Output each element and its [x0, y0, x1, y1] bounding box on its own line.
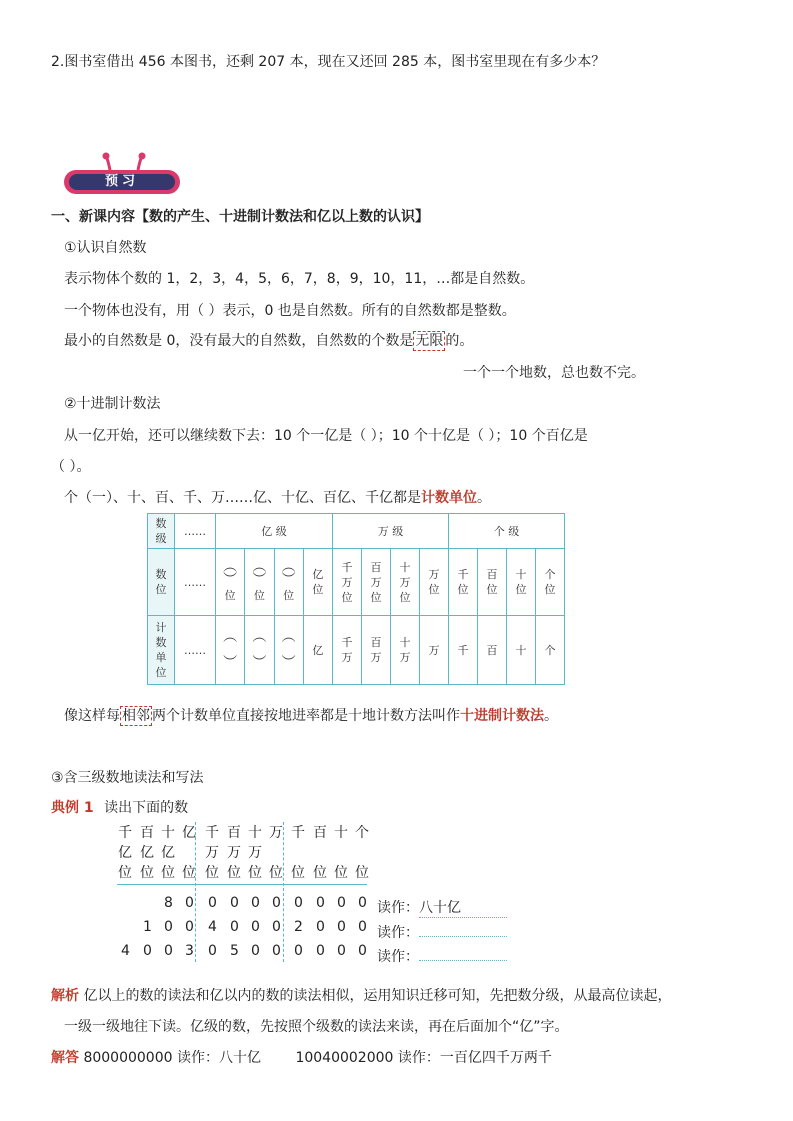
p2-line1b: （ ）。	[51, 459, 91, 475]
digit-cell: 0	[272, 943, 281, 959]
digit-cell: 0	[208, 895, 217, 911]
digit-cell: 1	[143, 919, 152, 935]
digit-cell: 0	[164, 943, 173, 959]
place-header-cell: 位	[140, 865, 154, 881]
infinite-highlight: 无限	[415, 333, 444, 349]
digit-cell: 0	[358, 895, 367, 911]
place-header-cell: 万	[269, 825, 283, 841]
place-header-cell: 亿	[161, 845, 175, 861]
place-header-cell: 亿	[118, 845, 132, 861]
digit-cell: 0	[272, 895, 281, 911]
adjacent-highlight: 相邻	[122, 708, 150, 724]
digit-cell: 0	[358, 919, 367, 935]
place-header-cell: 百	[140, 825, 154, 841]
digit-cell: 3	[185, 943, 194, 959]
answer: 解答 8000000000 读作：八十亿 10040002000 读作：一百亿四千万两千	[51, 1050, 552, 1066]
digit-cell: 0	[251, 919, 260, 935]
read-line-3: 读作：	[377, 946, 507, 966]
p1-title: ①认识自然数	[64, 240, 147, 256]
place-header-cell: 位	[334, 865, 348, 881]
digit-cell: 0	[230, 919, 239, 935]
digit-cell: 0	[251, 895, 260, 911]
read-line-2: 读作：	[377, 922, 507, 942]
digit-cell: 0	[337, 919, 346, 935]
place-header-cell: 位	[291, 865, 305, 881]
question-2: 2.图书室借出 456 本图书，还剩 207 本，现在又还回 285 本，图书室里现在有多少本？	[51, 54, 606, 70]
preview-badge	[64, 166, 180, 194]
place-header-cell: 亿	[182, 825, 196, 841]
digit-cell: 0	[185, 895, 194, 911]
digit-cell: 5	[230, 943, 239, 959]
place-header-cell: 位	[269, 865, 283, 881]
p1-line1: 表示物体个数的 1，2，3，4，5，6，7，8，9，10，11，…都是自然数。	[64, 271, 535, 287]
analysis-line2: 一级一级地往下读。亿级的数，先按照个级数的读法来读，再在后面加个“亿”字。	[64, 1019, 569, 1035]
p3-title: ③含三级数地读法和写法	[51, 770, 204, 786]
place-header-cell: 千	[205, 825, 219, 841]
place-header-cell: 万	[248, 845, 262, 861]
place-header-cell: 位	[355, 865, 369, 881]
digit-cell: 0	[143, 943, 152, 959]
place-header-cell: 万	[227, 845, 241, 861]
place-header-cell: 十	[334, 825, 348, 841]
digit-cell: 0	[316, 943, 325, 959]
place-header-cell: 十	[248, 825, 262, 841]
digit-cell: 0	[337, 895, 346, 911]
p1-line2: 一个物体也没有，用（ ）表示，0 也是自然数。所有的自然数都是整数。	[64, 303, 516, 319]
digit-cell: 0	[230, 895, 239, 911]
p1-note: 一个一个地数，总也数不完。	[463, 365, 645, 381]
badge-label: 预习	[69, 174, 175, 190]
p1-line3: 最小的自然数是 0，没有最大的自然数，自然数的个数是 无限 的。	[64, 333, 474, 349]
digit-cell: 4	[208, 919, 217, 935]
place-header-cell: 位	[248, 865, 262, 881]
digit-cell: 2	[294, 919, 303, 935]
digit-cell: 0	[316, 895, 325, 911]
digit-cell: 0	[251, 943, 260, 959]
p2-title: ②十进制计数法	[64, 396, 161, 412]
place-header-cell: 亿	[140, 845, 154, 861]
digit-cell: 0	[294, 895, 303, 911]
p2-line2: 个（一）、十、百、千、万……亿、十亿、百亿、千亿都是计数单位。	[64, 490, 491, 506]
digit-cell: 4	[121, 943, 130, 959]
place-header-cell: 十	[161, 825, 175, 841]
level-wan: 万 级	[333, 514, 449, 549]
place-header-cell: 位	[205, 865, 219, 881]
place-header-cell: 位	[118, 865, 132, 881]
digit-cell: 0	[185, 919, 194, 935]
digit-cell: 8	[164, 895, 173, 911]
place-header-cell: 百	[313, 825, 327, 841]
place-header-cell: 千	[291, 825, 305, 841]
section-heading: 一、新课内容【数的产生、十进制计数法和亿以上数的认识】	[51, 209, 429, 225]
digit-cell: 0	[272, 919, 281, 935]
digit-cell: 0	[164, 919, 173, 935]
level-yi: 亿 级	[216, 514, 333, 549]
digit-cell: 0	[337, 943, 346, 959]
antenna-icon	[102, 152, 146, 172]
digit-cell: 0	[294, 943, 303, 959]
p2-conclusion: 像这样每 相邻 两个计数单位直接按地进率都是十地计数方法叫作十进制计数法。	[64, 708, 558, 724]
digit-cell: 0	[208, 943, 217, 959]
level-ge: 个 级	[449, 514, 565, 549]
digit-cell: 0	[316, 919, 325, 935]
place-header-cell: 个	[355, 825, 369, 841]
place-value-table: 数级 …… 亿 级 万 级 个 级 数位 …… ︵ ︶ 位 ︵ ︶ 位 ︵ ︶ 位 亿位 千万位 百万位 十万位 万位 千位 百位 十位 个位 计数单位 …… ︵ ︶ ︵ ︶ ︵ ︶ 亿 千万 百万 十万 万 千 百 十 个	[147, 513, 565, 685]
place-header-cell: 位	[161, 865, 175, 881]
digit-cell: 0	[358, 943, 367, 959]
analysis-line1: 解析 亿以上的数的读法和亿以内的数的读法相似，运用知识迁移可知，先把数分级，从最高位读起，	[51, 988, 672, 1004]
example-heading: 典例 1 读出下面的数	[51, 800, 189, 816]
place-header-cell: 位	[313, 865, 327, 881]
place-header-cell: 位	[182, 865, 196, 881]
p2-line1: 从一亿开始，还可以继续数下去：10 个一亿是（ ）；10 个十亿是（ ）；10 个百亿是	[64, 428, 588, 444]
place-header-cell: 万	[205, 845, 219, 861]
place-header-cell: 百	[227, 825, 241, 841]
place-header-cell: 千	[118, 825, 132, 841]
place-header-cell: 位	[227, 865, 241, 881]
read-line-1: 读作：八十亿	[377, 897, 507, 918]
